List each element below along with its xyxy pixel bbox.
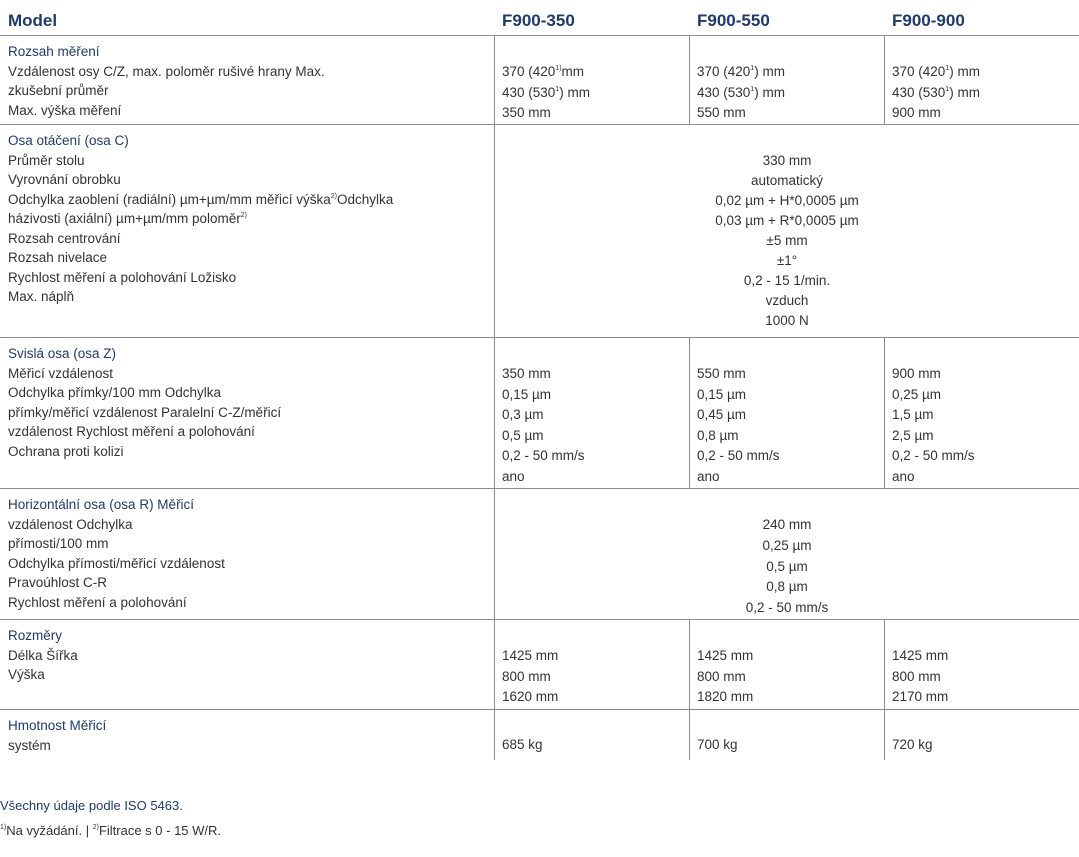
range-values-550: 370 $(420^1)$ mm 430 $(530^1)$ mm 550 mm: [697, 64, 785, 120]
table-header: [0, 0, 1079, 36]
z-axis-values-900: 900 mm 0,25 µm 1,5 µm 2,5 µm 0,2 - 50 mm/s ano: [892, 366, 975, 484]
c-axis-values: 330 mm automatický 0,02 µm + H*0,0005 µm 0,03 µm + R*0,0005 µm ±5 mm ±1° 0,2 - 15 1/min. vzduch 1000 N: [715, 153, 859, 328]
dims-values-900: 1425 mm 800 mm 2170 mm: [892, 648, 949, 704]
range-label: [8, 42, 478, 120]
dims-values-350: 1425 mm 800 mm 1620 mm: [502, 648, 559, 704]
mass-value-900: 720 kg: [892, 737, 933, 752]
header-col-550: F900-550: [697, 11, 770, 30]
table-row-range: [0, 36, 1079, 125]
mass-title: Hmotnost Měřicí: [8, 718, 107, 733]
range-values-900: 370 $(420^1)$ mm 430 $(530^1)$ mm 900 mm: [892, 64, 980, 120]
c-axis-label: Osa otáčení (osa C) Průměr stolu Vyrovnání obrobku Odchylka zaoblení (radiální) µm+µm/mm měřicí výška$^{2)}$Odchylka házivosti (axiální) µm+µm/mm poloměr$^{2)}$ Rozsah centrování Rozsah nivelace Rychlost měření a polohování Ložisko Max. náplň: [8, 131, 478, 307]
range-line: Vzdálenost osy C/Z, max. poloměr rušivé hrany Max.: [8, 63, 325, 79]
table-row-r-axis: [0, 489, 1079, 620]
range-line: Max. výška měření: [8, 102, 122, 118]
header-col-900: F900-900: [892, 11, 965, 30]
dims-values-550: 1425 mm 800 mm 1820 mm: [697, 648, 754, 704]
c-axis-title: Osa otáčení (osa C): [8, 133, 129, 148]
table-row-mass: [0, 710, 1079, 760]
footer-footnotes: $^{1)}$Na vyžádání. | $^{2)}$Filtrace s 0 - 15 W/R.: [0, 823, 222, 838]
z-axis-values-550: 550 mm 0,15 µm 0,45 µm 0,8 µm 0,2 - 50 mm/s ano: [697, 366, 780, 484]
mass-label: Hmotnost Měřicí systém: [8, 716, 478, 755]
dims-title: Rozměry: [8, 628, 63, 643]
z-axis-title: Svislá osa (osa Z): [8, 346, 117, 361]
dims-label: Rozměry Délka Šířka Výška: [8, 626, 478, 685]
r-axis-label: Horizontální osa (osa R) Měřicí vzdálenost Odchylka přímosti/100 mm Odchylka přímosti/měřicí vzdálenost Pravoúhlost C-R Rychlost měření a polohování: [8, 495, 478, 612]
header-model: Model: [8, 11, 58, 30]
table-row-dims: [0, 620, 1079, 710]
footer-note: Všechny údaje podle ISO 5463.: [0, 798, 183, 813]
range-line: zkušební průměr: [8, 83, 109, 98]
table-row-z-axis: [0, 338, 1079, 489]
range-values-350: 370 (420$^{1)}$mm 430 $(530^1)$ mm 350 mm: [502, 64, 590, 120]
z-axis-label: Svislá osa (osa Z) Měřicí vzdálenost Odchylka přímky/100 mm Odchylka přímky/měřicí vzdálenost Paralelní C-Z/měřicí vzdálenost Rychlost měření a polohování Ochrana proti kolizi: [8, 344, 478, 461]
r-axis-title: Horizontální osa (osa R) Měřicí: [8, 497, 195, 512]
r-axis-values: 240 mm 0,25 µm 0,5 µm 0,8 µm 0,2 - 50 mm/s: [745, 517, 829, 616]
range-title: Rozsah měření: [8, 44, 100, 59]
mass-value-350: 685 kg: [502, 737, 543, 752]
mass-value-550: 700 kg: [697, 737, 738, 752]
table-row-c-axis: [0, 125, 1079, 338]
header-col-350: F900-350: [502, 11, 575, 30]
z-axis-values-350: 350 mm 0,15 µm 0,3 µm 0,5 µm 0,2 - 50 mm/s ano: [502, 366, 585, 484]
